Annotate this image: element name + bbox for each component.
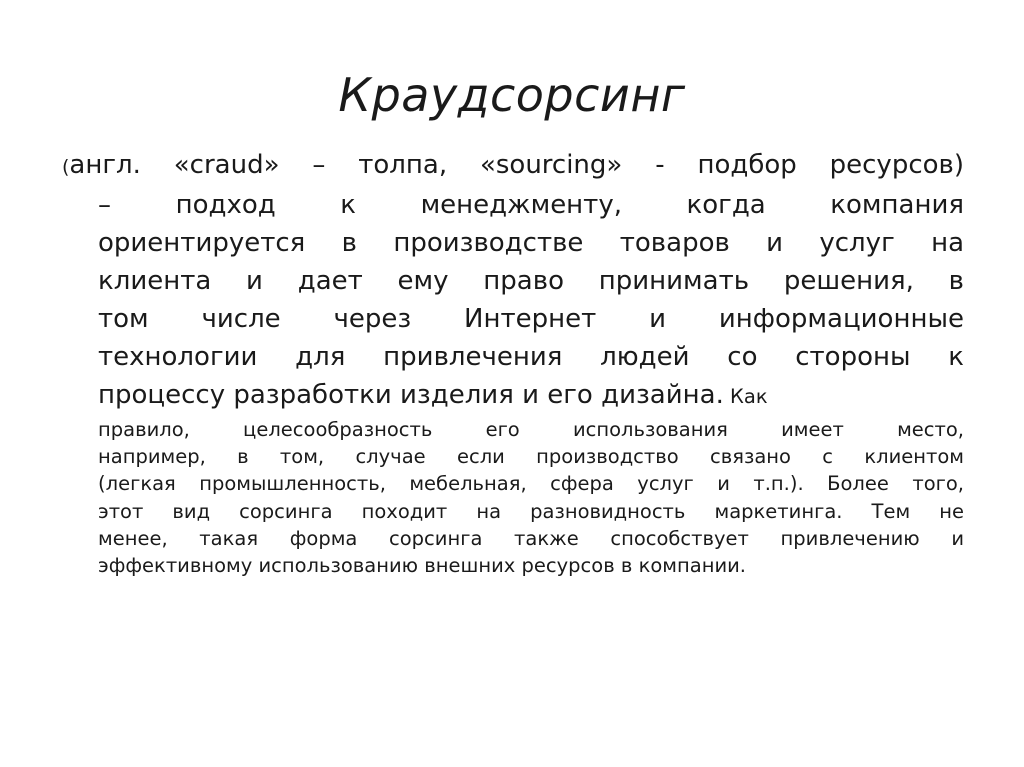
body-line-3: ориентируется в производстве товаров и услуг на bbox=[98, 228, 964, 258]
body-line-7-text: процессу разработки изделия и его дизайна. bbox=[98, 380, 724, 410]
body-small-line-3: (легкая промышленность, мебельная, сфера услуг и т.п.). Более того, bbox=[98, 472, 964, 496]
body-small-line-2: например, в том, случае если производство связано с клиентом bbox=[98, 445, 964, 469]
body-line-6: технологии для привлечения людей со стороны к bbox=[98, 342, 964, 372]
open-paren: ( bbox=[62, 156, 70, 178]
body-line-5: том числе через Интернет и информационные bbox=[98, 304, 964, 334]
body-line-2: – подход к менеджменту, когда компания bbox=[98, 190, 964, 220]
body-small-line-1: правило, целесообразность его использования имеет место, bbox=[98, 418, 964, 441]
body-line-7 bbox=[62, 376, 964, 416]
body-small-line-6: эффективному использованию внешних ресурсов в компании. bbox=[98, 554, 746, 578]
body-small-line-4: этот вид сорсинга походит на разновидность маркетинга. Тем не bbox=[98, 499, 964, 523]
body-small-line-5: менее, такая форма сорсинга также способствует привлечению и bbox=[98, 526, 964, 550]
body-line-1-text: англ. «craud» – толпа, «sourcing» - подбор ресурсов) bbox=[69, 150, 964, 180]
body-line-7-tail: Как bbox=[723, 385, 768, 408]
body-line-4: клиента и дает ему право принимать решения, в bbox=[98, 266, 964, 296]
slide-title: Краудсорсинг bbox=[338, 68, 686, 122]
slide-body-text bbox=[62, 146, 964, 579]
body-line-1 bbox=[62, 146, 964, 186]
